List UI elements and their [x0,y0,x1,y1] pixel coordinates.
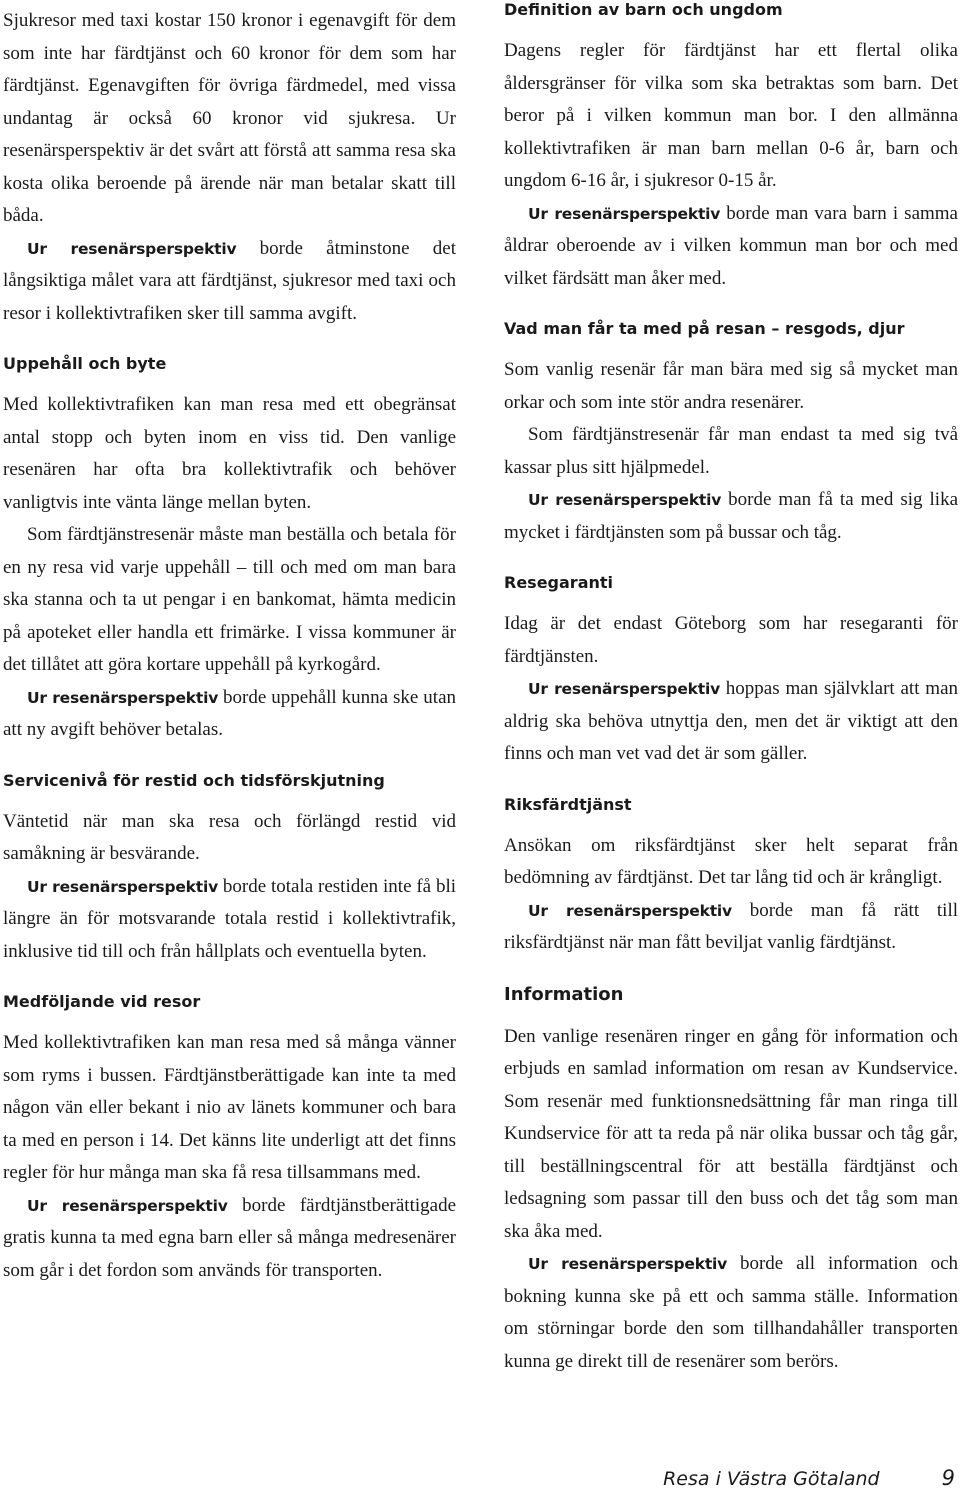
paragraph: Som vanlig resenär får man bära med sig så mycket man orkar och som inte stör andra resenärer. [504,359,958,413]
paragraph: Med kollektivtrafiken kan man resa med ett obegränsat antal stopp och byten inom en viss tid. Den vanlige resenären har ofta bra kollektivtrafik och behöver vanligtvis inte vänta länge mellan byten. [3,394,456,513]
section-heading: Uppehåll och byte [3,354,167,373]
page-footer [663,1466,955,1494]
lead-term: Ur resenärsperspektiv [528,204,721,223]
paragraph: Väntetid när man ska resa och förlängd restid vid samåkning är besvärande. [3,810,456,864]
section-heading: Servicenivå för restid och tidsförskjutning [3,770,385,790]
paragraph: Ansökan om riksfärdtjänst sker helt separat från bedömning av färdtjänst. Det tar lång tid och är krångligt. [504,834,958,888]
left-column [3,0,456,1287]
paragraph: Som färdtjänstresenär får man endast ta med sig två kassar plus sitt hjälpmedel. [504,424,958,478]
paragraph: Med kollektivtrafiken kan man resa med så många vänner som ryms i bussen. Färdtjänstberättigade kan inte ta med någon vän eller bekant i nio av länets kommuner och bara ta med en person i 14. Det känns lite underligt att det finns regler för hur många man ska få resa tillsammans med. [3,1032,456,1183]
section-heading: Definition av barn och ungdom [504,0,783,19]
paragraph: Ur resenärsperspektiv borde all information och bokning kunna ske på ett och samma ställe. Information om störningar borde den som tillhandahåller transporten kunna ge direkt till de resenärer som berörs. [504,1253,958,1372]
lead-term: Ur resenärsperspektiv [528,901,732,920]
section-heading: Medföljande vid resor [3,992,201,1011]
paragraph: Ur resenärsperspektiv borde färdtjänstberättigade gratis kunna ta med egna barn eller så många medresenärer som går i det fordon som används för transporten. [3,1194,456,1281]
lead-term: Ur resenärsperspektiv [27,877,219,896]
lead-term: Ur resenärsperspektiv [528,680,720,698]
paragraph: Dagens regler för färdtjänst har ett flertal olika åldersgränser för vilka som ska betraktas som barn. Det beror på i vilken kommun man bor. I den allmänna kollektivtrafiken är man barn mellan 0-6 år, barn och ungdom 6-16 år, i sjukresor 0-15 år. [504,40,958,191]
publication-title: Resa i Västra Götaland [663,1468,880,1490]
section-heading: Resegaranti [504,573,614,592]
paragraph: Ur resenärsperspektiv borde man vara barn i samma åldrar oberoende av i vilken kommun man bor och med vilket färdsätt man åker med. [504,202,958,289]
paragraph: Idag är det endast Göteborg som har resegaranti för färdtjänsten. [504,613,958,667]
paragraph: Som färdtjänstresenär måste man beställa och betala för en ny resa vid varje uppehåll – till och med om man bara ska stanna och ta ut pengar i en bankomat, hämta medicin på apoteket eller handla ett frimärke. I vissa kommuner är det tillåtet att göra kortare uppehåll på kyrkogård. [3,524,456,675]
paragraph: Ur resenärsperspektiv borde totala restiden inte få bli längre än för motsvarande totala restid i kollektivtrafik, inklusive tid till och från hållplats och eventuella byten. [3,875,457,962]
lead-term: Ur resenärsperspektiv [27,688,219,707]
paragraph: Ur resenärsperspektiv borde uppehåll kunna ske utan att ny avgift behöver betalas. [3,686,457,740]
section-heading: Vad man får ta med på resan – resgods, djur [504,319,905,338]
lead-term: Ur resenärsperspektiv [528,491,722,509]
paragraph: Ur resenärsperspektiv borde åtminstone det långsiktiga målet vara att färdtjänst, sjukresor med taxi och resor i kollektivtrafiken sker till samma avgift. [3,237,456,324]
lead-term: Ur resenärsperspektiv [528,1255,728,1273]
paragraph: Sjukresor med taxi kostar 150 kronor i egenavgift för dem som inte har färdtjänst och 60 kronor för dem som har färdtjänst. Egenavgiften för övriga färdmedel, med vissa undantag är också 60 kronor vid sjukresa. Ur resenärsperspektiv är det svårt att förstå att samma resa ska kosta olika beroende på ärende när man betalar skatt till båda. [3,10,456,226]
paragraph: Ur resenärsperspektiv borde man få ta med sig lika mycket i färdtjänsten som på bussar och tåg. [504,489,959,543]
paragraph: Ur resenärsperspektiv borde man få rätt till riksfärdtjänst när man fått beviljat vanlig färdtjänst. [504,899,958,953]
right-column [504,0,958,1378]
paragraph: Ur resenärsperspektiv hoppas man självklart att man aldrig ska behöva utnyttja den, men det är viktigt att den finns och man vet vad det är som gäller. [504,678,959,764]
paragraph: Den vanlige resenären ringer en gång för information och erbjuds en samlad information om resan av Kundservice. Som resenär med funktionsnedsättning får man ringa till Kundservice för att ta reda på när olika bussar och tåg går, till beställningscentral för att beställa färdtjänst och ledsagning som passar till den buss och det tåg som man ska åka med. [504,1025,958,1242]
section-heading: Information [504,983,624,1005]
lead-term: Ur resenärsperspektiv [27,1196,228,1215]
lead-term: Ur resenärsperspektiv [27,239,237,258]
section-heading: Riksfärdtjänst [504,794,632,814]
page-number: 9 [941,1466,955,1490]
